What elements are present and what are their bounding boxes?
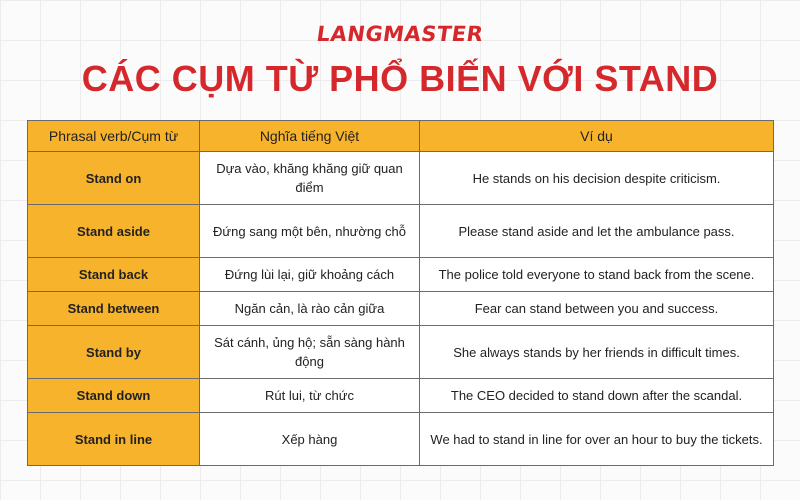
phrase-cell: Stand by [28, 326, 200, 379]
meaning-cell: Rút lui, từ chức [200, 379, 420, 413]
table-row [28, 379, 774, 413]
phrase-cell: Stand between [28, 292, 200, 326]
table-row [28, 258, 774, 292]
meaning-cell: Xếp hàng [200, 413, 420, 466]
column-header-phrase: Phrasal verb/Cụm từ [28, 121, 200, 152]
table-row [28, 205, 774, 258]
phrase-cell: Stand on [28, 152, 200, 205]
meaning-cell: Sát cánh, ủng hộ; sẵn sàng hành động [200, 326, 420, 379]
column-header-meaning: Nghĩa tiếng Việt [200, 121, 420, 152]
page-title: CÁC CỤM TỪ PHỔ BIẾN VỚI STAND [81, 58, 719, 99]
example-cell: The CEO decided to stand down after the scandal. [420, 379, 774, 413]
column-header-example: Ví dụ [420, 121, 774, 152]
phrase-cell: Stand back [28, 258, 200, 292]
meaning-cell: Đứng lùi lại, giữ khoảng cách [200, 258, 420, 292]
phrase-cell: Stand in line [28, 413, 200, 466]
example-cell: The police told everyone to stand back from the scene. [420, 258, 774, 292]
phrase-cell: Stand down [28, 379, 200, 413]
table-row [28, 326, 774, 379]
brand-logo: LANGMASTER [315, 22, 485, 46]
meaning-cell: Ngăn cản, là rào cản giữa [200, 292, 420, 326]
example-cell: We had to stand in line for over an hour to buy the tickets. [420, 413, 774, 466]
phrase-cell: Stand aside [28, 205, 200, 258]
table-row [28, 152, 774, 205]
table-row [28, 292, 774, 326]
example-cell: He stands on his decision despite criticism. [420, 152, 774, 205]
example-cell: She always stands by her friends in difficult times. [420, 326, 774, 379]
example-cell: Please stand aside and let the ambulance pass. [420, 205, 774, 258]
example-cell: Fear can stand between you and success. [420, 292, 774, 326]
meaning-cell: Đứng sang một bên, nhường chỗ [200, 205, 420, 258]
meaning-cell: Dựa vào, khăng khăng giữ quan điểm [200, 152, 420, 205]
table-header-row [28, 121, 774, 152]
phrasal-verbs-table [27, 120, 774, 466]
table-row [28, 413, 774, 466]
